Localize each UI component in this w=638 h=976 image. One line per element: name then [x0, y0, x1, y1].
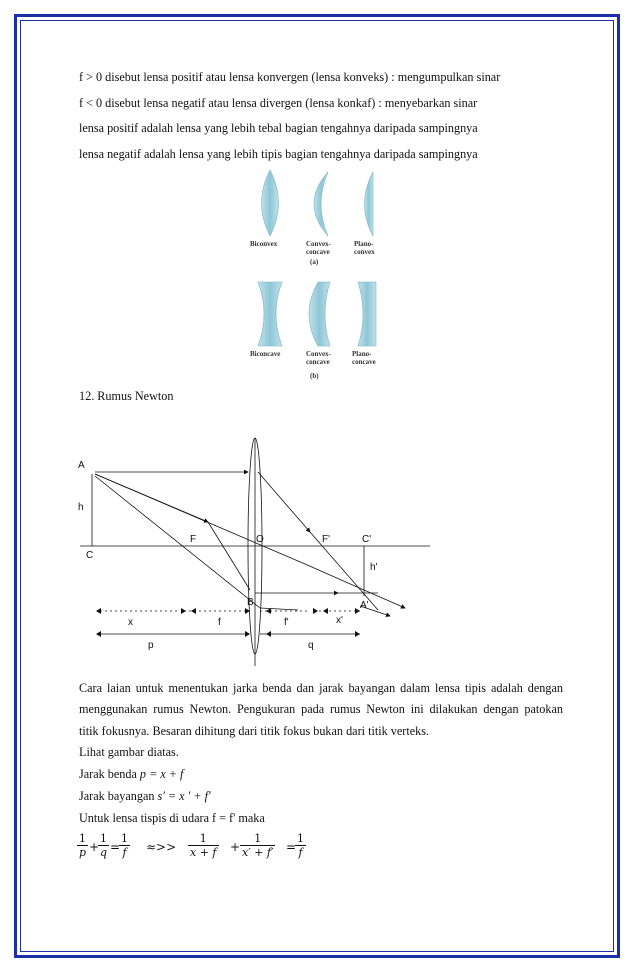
frac-1-f: $\frac{1}{f}$ — [121, 832, 128, 859]
newton-ray-diagram — [60, 430, 440, 670]
plano-convex-lens — [365, 172, 374, 236]
frac-1-p: $\frac{1}{p}$ — [79, 832, 87, 859]
caption-a: (a) — [310, 258, 319, 266]
object-distance-eq — [79, 767, 183, 782]
label-f-prime: f' — [284, 617, 289, 628]
biconcave-lens — [258, 282, 282, 346]
label-convex-concave-b-2: concave — [306, 358, 330, 366]
paragraph-line-3: titik fokusnya. Besaran dihitung dari titik fokus bukan dari titik verteks. — [79, 723, 429, 738]
paragraph-line-2: menggunakan rumus Newton. Pengukuran pada rumus Newton ini dilakukan dengan patokan — [79, 702, 563, 717]
label-C: C — [86, 550, 94, 561]
frac-1-f-right: $\frac{1}{f}$ — [297, 832, 304, 859]
label-B: B — [247, 597, 254, 608]
label-C-prime: C' — [362, 534, 372, 545]
convex-concave-lens-a — [314, 172, 328, 236]
text-line-3: lensa positif adalah lensa yang lebih tebal bagian tengahnya daripada sampingnya — [79, 121, 478, 135]
frac-1-q: $\frac{1}{q}$ — [100, 832, 108, 859]
label-h-prime: h' — [370, 562, 378, 573]
label-F: F — [190, 534, 197, 545]
label-plano-concave-2: concave — [352, 358, 376, 366]
object-distance-expr: p = x + f — [139, 767, 184, 781]
caption-b: (b) — [310, 372, 319, 380]
label-plano-concave-1: Plano- — [352, 350, 372, 358]
see-figure-text: Lihat gambar diatas. — [79, 745, 179, 759]
text-line-2: f < 0 disebut lensa negatif atau lensa divergen (lensa konkaf) : menyebarkan sinar — [79, 96, 478, 110]
frac-1-xp-fp: $\frac{1}{x' + f'}$ — [242, 832, 274, 859]
label-x: x — [128, 617, 133, 628]
label-f: f — [218, 617, 221, 628]
equals-1: = — [110, 840, 121, 854]
label-x-prime: x' — [336, 615, 343, 626]
label-plano-convex-1: Plano- — [354, 240, 374, 248]
label-plano-convex-2: convex — [354, 248, 375, 256]
text-line-4: lensa negatif adalah lensa yang lebih tipis bagian tengahnya daripada sampingnya — [79, 147, 478, 161]
paragraph-line-1: Cara laian untuk menentukan jarka benda dan jarak bayangan dalam lensa tipis adalah dengan — [79, 681, 563, 695]
label-convex-concave-a-1: Convex- — [306, 240, 331, 248]
label-biconvex: Biconvex — [250, 240, 278, 248]
label-convex-concave-a-2: concave — [306, 248, 330, 256]
label-A-prime: A' — [360, 600, 369, 611]
image-distance-expr: s' = x ' + f' — [157, 789, 211, 803]
section-heading: 12. Rumus Newton — [79, 389, 174, 403]
text-line-1: f > 0 disebut lensa positif atau lensa konvergen (lensa konveks) : mengumpulkan sinar — [79, 70, 501, 84]
label-O: O — [256, 534, 264, 545]
image-distance-label: Jarak bayangan — [79, 789, 158, 803]
approx-arrow: ≈>> — [146, 840, 177, 854]
object-distance-label: Jarak benda — [79, 767, 140, 781]
label-A: A — [78, 460, 85, 471]
image-distance-eq — [79, 789, 211, 804]
condition-text: Untuk lensa tispis di udara f = f' maka — [79, 811, 265, 825]
paragraph-newton — [79, 678, 563, 742]
label-p: p — [148, 640, 154, 651]
equals-2: = — [286, 840, 297, 854]
label-h: h — [78, 502, 84, 513]
label-convex-concave-b-1: Convex- — [306, 350, 331, 358]
biconvex-lens — [262, 170, 279, 236]
plus-1: + — [89, 840, 100, 854]
label-biconcave: Biconcave — [250, 350, 281, 358]
convex-concave-lens-b — [309, 282, 330, 346]
lens-types-figure — [240, 168, 390, 388]
label-q: q — [308, 640, 314, 651]
plano-concave-lens — [358, 282, 376, 346]
label-F-prime: F' — [322, 534, 331, 545]
plus-2: + — [230, 840, 241, 854]
frac-1-x-f: $\frac{1}{x + f}$ — [190, 832, 217, 859]
lens-formula — [0, 826, 638, 866]
